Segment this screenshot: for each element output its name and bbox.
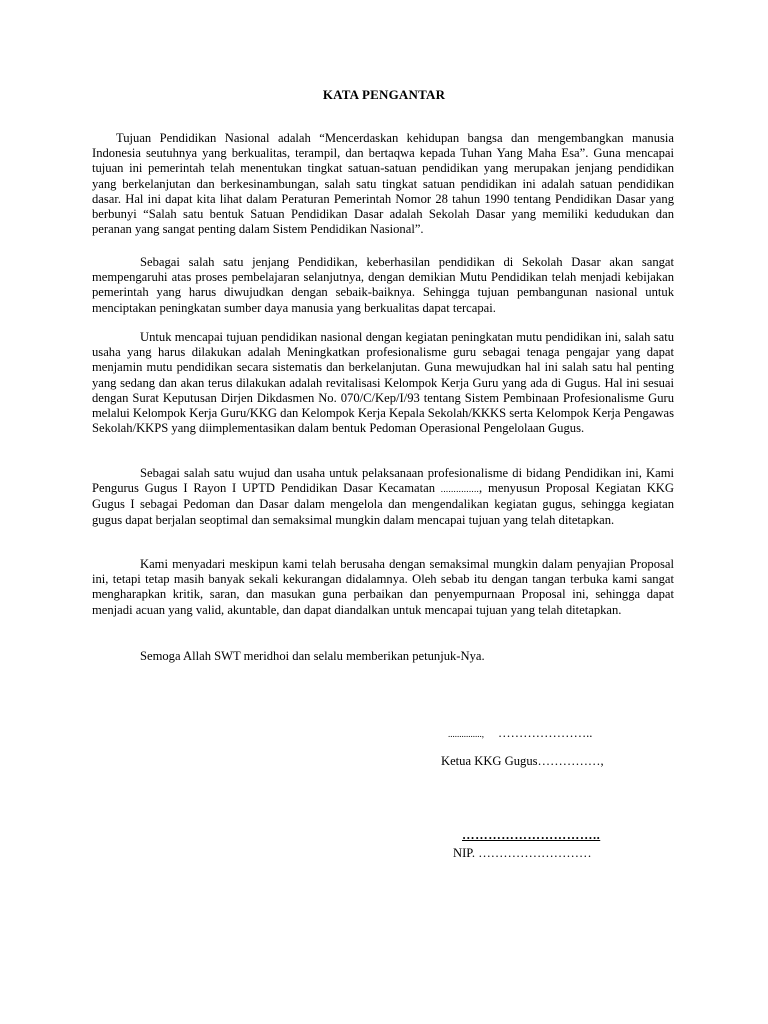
date-blank: ………………….. bbox=[498, 726, 593, 740]
kecamatan-blank: ............... bbox=[440, 484, 480, 495]
paragraph-4-text-start: Sebagai salah satu wujud dan usaha untuk pelaksanaan profesionalisme di bidang Pendidikan ini, Kami Pengurus Gugus I Rayon I UPTD Pendidikan Dasar Kecamatan bbox=[92, 466, 674, 496]
signature-role: Ketua KKG Gugus……………, bbox=[441, 754, 604, 768]
place-blank: ..............., bbox=[448, 729, 484, 739]
signature-place-date bbox=[448, 726, 592, 741]
signature-nip: NIP. ……………………… bbox=[453, 846, 592, 860]
paragraph-5: Kami menyadari meskipun kami telah berusaha dengan semaksimal mungkin dalam penyajian Proposal ini, tetapi tetap masih banyak sekali kekurangan didalamnya. Oleh sebab itu dengan tangan terbuka kami sangat mengharapkan kritik, saran, dan masukan guna perbaikan dan penyempurnaan Proposal ini, sehingga dapat menjadi acuan yang valid, akuntable, dan dapat diandalkan untuk mencapai tujuan yang telah ditetapkan. bbox=[92, 557, 674, 617]
paragraph-6: Semoga Allah SWT meridhoi dan selalu memberikan petunjuk-Nya. bbox=[140, 649, 485, 663]
document-title: KATA PENGANTAR bbox=[322, 87, 446, 102]
paragraph-1: Tujuan Pendidikan Nasional adalah “Mencerdaskan kehidupan bangsa dan mengembangkan manusia Indonesia seutuhnya yang berkualitas, terampil, dan bertaqwa kepada Tuhan Yang Maha Esa”. Guna mencapai tujuan ini pemerintah telah menentukan tingkat satuan-satuan pendidikan yang merupakan jenjang pendidikan yang berkelanjutan dan berkesinambungan, salah satu tingkat satuan pendidikan ini adalah satuan pendidikan dasar. Hal ini dapat kita lihat dalam Peraturan Pemerintah Nomor 28 tahun 1990 tentang Pendidikan Dasar yang berbunyi “Salah satu bentuk Satuan Pendidikan Dasar adalah Sekolah Dasar yang memiliki kedudukan dan peranan yang sangat penting dalam Sistem Pendidikan Nasional”. bbox=[92, 131, 674, 237]
signature-name-blank: ………………………….. bbox=[462, 828, 601, 842]
paragraph-4-text-end: , menyusun Proposal Kegiatan KKG Gugus I sebagai Pedoman dan Dasar dalam mengelola dan mengendalikan kegiatan gugus, sehingga kegiatan gugus dapat berjalan seoptimal dan semaksimal mungkin dalam mencapai tujuan yang telah ditetapkan. bbox=[92, 481, 674, 527]
paragraph-2: Sebagai salah satu jenjang Pendidikan, keberhasilan pendidikan di Sekolah Dasar akan sangat mempengaruhi atas proses pembelajaran selanjutnya, dengan demikian Mutu Pendidikan telah menjadi kebijakan pemerintah yang harus diwujudkan dengan sebaik-baiknya. Sehingga tujuan pembangunan nasional untuk menciptakan peningkatan sumber daya manusia yang berkualitas dapat tercapai. bbox=[92, 255, 674, 315]
paragraph-3: Untuk mencapai tujuan pendidikan nasional dengan kegiatan peningkatan mutu pendidikan ini, salah satu usaha yang harus dilakukan adalah Meningkatkan profesionalisme guru sebagai tenaga pengajar yang dapat menjamin mutu pendidikan secara sistematis dan berkelanjutan. Guna mewujudkan hal ini salah satu hal penting yang sedang dan akan terus dilakukan adalah revitalisasi Kelompok Kerja Guru yang ada di Gugus. Hal ini sesuai dengan Surat Keputusan Dirjen Dikdasmen No. 070/C/Kep/I/93 tentang Sistem Pembinaan Profesionalisme Guru melalui Kelompok Kerja Guru/KKG dan Kelompok Kerja Kepala Sekolah/KKKS serta Kelompok Kerja Pengawas Sekolah/KKPS yang diimplementasikan dalam bentuk Pedoman Operasional Pengelolaan Gugus. bbox=[92, 330, 674, 436]
paragraph-4 bbox=[92, 466, 674, 528]
